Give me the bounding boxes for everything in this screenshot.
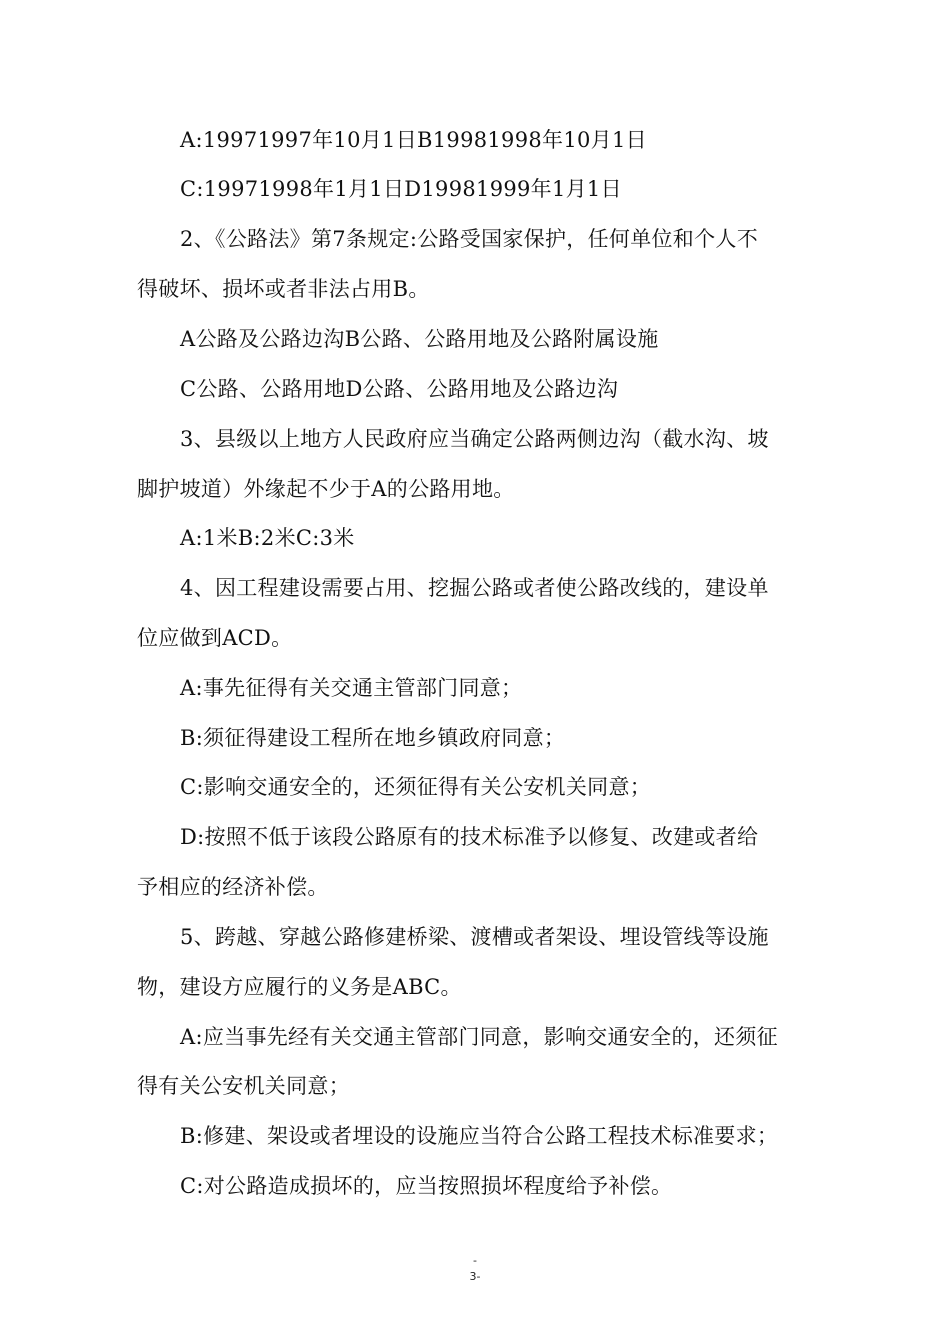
option-line: C公路、公路用地D公路、公路用地及公路边沟 (180, 377, 619, 401)
option-line: A:事先征得有关交通主管部门同意； (180, 676, 523, 700)
option-line: A公路及公路边沟B公路、公路用地及公路附属设施 (180, 327, 659, 351)
question-2-continued: 得破坏、损坏或者非法占用B。 (137, 277, 430, 301)
option-line: C:对公路造成损坏的，应当按照损坏程度给予补偿。 (180, 1174, 673, 1198)
option-line: A:应当事先经有关交通主管部门同意，影响交通安全的，还须征 (180, 1025, 778, 1049)
option-line: C:影响交通安全的，还须征得有关公安机关同意； (180, 775, 652, 799)
option-line: B:修建、架设或者埋设的设施应当符合公路工程技术标准要求； (180, 1124, 779, 1148)
question-2: 2、《公路法》第7条规定:公路受国家保护，任何单位和个人不 (180, 227, 758, 251)
question-5-continued: 物，建设方应履行的义务是ABC。 (137, 975, 462, 999)
option-line-continued: 予相应的经济补偿。 (137, 875, 329, 899)
option-line-continued: 得有关公安机关同意； (137, 1074, 350, 1098)
page-number: 3- (469, 1270, 481, 1283)
question-4-continued: 位应做到ACD。 (137, 626, 293, 650)
question-4: 4、因工程建设需要占用、挖掘公路或者使公路改线的，建设单 (180, 576, 769, 600)
question-3-continued: 脚护坡道）外缘起不少于A的公路用地。 (137, 477, 515, 501)
option-line: B:须征得建设工程所在地乡镇政府同意； (180, 726, 566, 750)
option-line: C:19971998年1月1日D19981999年1月1日 (180, 177, 622, 201)
option-line: D:按照不低于该段公路原有的技术标准予以修复、改建或者给 (180, 825, 759, 849)
question-5: 5、跨越、穿越公路修建桥梁、渡槽或者架设、埋设管线等设施 (180, 925, 769, 949)
question-3: 3、县级以上地方人民政府应当确定公路两侧边沟（截水沟、坡 (180, 427, 769, 451)
option-line: A:19971997年10月1日B19981998年10月1日 (180, 128, 647, 152)
option-line: A:1米B:2米C:3米 (180, 526, 355, 550)
footer-dash: - (473, 1254, 477, 1267)
